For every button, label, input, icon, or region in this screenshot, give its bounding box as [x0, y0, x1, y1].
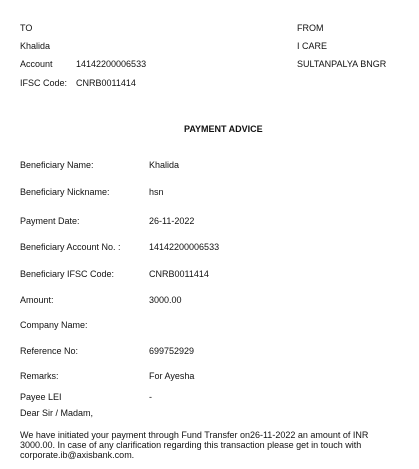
- field-label-amount: Amount:: [20, 295, 54, 305]
- field-value-reference-no: 699752929: [149, 346, 195, 356]
- salutation: Dear Sir / Madam,: [20, 408, 94, 418]
- field-value-beneficiary-nickname: hsn: [149, 187, 164, 197]
- field-value-account-no: 14142200006533: [149, 242, 220, 252]
- from-line1: I CARE: [297, 41, 328, 51]
- field-label-remarks: Remarks:: [20, 371, 59, 381]
- field-label-payee-lei: Payee LEI: [20, 392, 62, 402]
- field-label-reference-no: Reference No:: [20, 346, 79, 356]
- field-value-payee-lei: -: [149, 392, 152, 402]
- field-value-amount: 3000.00: [149, 295, 182, 305]
- payment-message: We have initiated your payment through Fund Transfer on26-11-2022 an amount of INR 3000.00. In case of any clarification regarding this transaction please get in touch with corporate.ib@axisbank.com.: [20, 430, 369, 460]
- to-account-label: Account: [20, 59, 53, 69]
- field-label-beneficiary-nickname: Beneficiary Nickname:: [20, 187, 110, 197]
- to-account-value: 14142200006533: [76, 59, 147, 69]
- to-name: Khalida: [20, 41, 51, 51]
- field-value-payment-date: 26-11-2022: [149, 216, 195, 226]
- to-ifsc-label: IFSC Code:: [20, 78, 68, 88]
- from-line2: SULTANPALYA BNGR: [297, 59, 387, 69]
- field-label-account-no: Beneficiary Account No. :: [20, 242, 121, 252]
- field-label-payment-date: Payment Date:: [20, 216, 80, 226]
- field-label-beneficiary-name: Beneficiary Name:: [20, 160, 94, 170]
- field-label-ifsc-code: Beneficiary IFSC Code:: [20, 269, 115, 279]
- to-heading: TO: [20, 23, 33, 33]
- page-title: PAYMENT ADVICE: [184, 124, 263, 134]
- field-value-remarks: For Ayesha: [149, 371, 195, 381]
- to-ifsc-value: CNRB0011414: [76, 78, 136, 88]
- field-value-ifsc-code: CNRB0011414: [149, 269, 209, 279]
- field-label-company-name: Company Name:: [20, 320, 88, 330]
- from-heading: FROM: [297, 23, 324, 33]
- field-value-beneficiary-name: Khalida: [149, 160, 180, 170]
